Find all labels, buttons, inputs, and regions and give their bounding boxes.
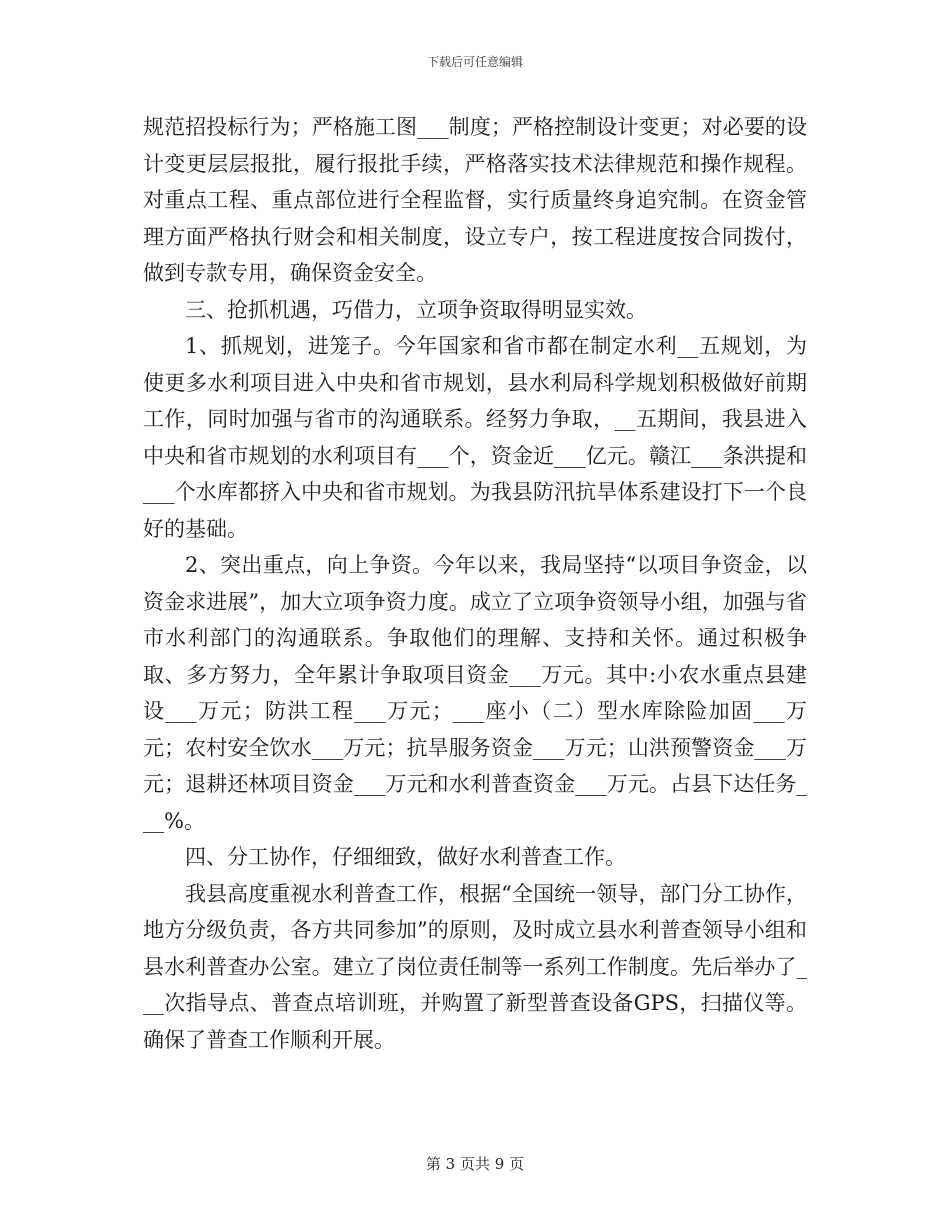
page-header: 下载后可任意编辑	[426, 55, 523, 69]
section-heading-three: 三、抢抓机遇，巧借力，立项争资取得明显实效。	[185, 297, 647, 322]
section-heading-four: 四、分工协作，仔细细致，做好水利普查工作。	[185, 845, 626, 869]
paragraph-continuation: 规范招投标行为；严格施工图___制度；严格控制设计变更；对必要的设计变更层层报批，履行报批手续，严格落实技术法律规范和操作规程。对重点工程、重点部位进行全程监督，实行质量终身追究制。在资金管理方面严格执行财会和相关制度，设立专户，按工程进度按合同拨付，做到专款专用，确保资金安全。	[143, 115, 807, 285]
paragraph-planning: 1、抓规划，进笼子。今年国家和省市都在制定水利__五规划，为使更多水利项目进入中央和省市规划，县水利局科学规划积极做好前期工作，同时加强与省市的沟通联系。经努力争取，__五期间，我县进入中央和省市规划的水利项目有___个，资金近___亿元。赣江___条洪提和___个水库都挤入中央和省市规划。为我县防汛抗旱体系建设打下一个良好的基础。	[143, 334, 807, 541]
page-number: 第 3 页共 9 页	[425, 1155, 525, 1173]
paragraph-funding: 2、突出重点，向上争资。今年以来，我局坚持“以项目争资金，以资金求进展”，加大立项争资力度。成立了立项争资领导小组，加强与省市水利部门的沟通联系。争取他们的理解、支持和关怀。通过积极争取、多方努力，全年累计争取项目资金___万元。其中:小农水重点县建设___万元；防洪工程___万元；___座小（二）型水库除险加固___万元；农村安全饮水___万元；抗旱服务资金___万元；山洪预警资金___万元；退耕还林项目资金___万元和水利普查资金___万元。占县下达任务___%。	[143, 553, 807, 833]
document-body	[143, 109, 807, 1058]
paragraph-census: 我县高度重视水利普查工作，根据“全国统一领导，部门分工协作，地方分级负责，各方共同参加”的原则，及时成立县水利普查领导小组和县水利普查办公室。建立了岗位责任制等一系列工作制度。先后举办了___次指导点、普查点培训班，并购置了新型普查设备GPS，扫描仪等。确保了普查工作顺利开展。	[143, 881, 807, 1052]
